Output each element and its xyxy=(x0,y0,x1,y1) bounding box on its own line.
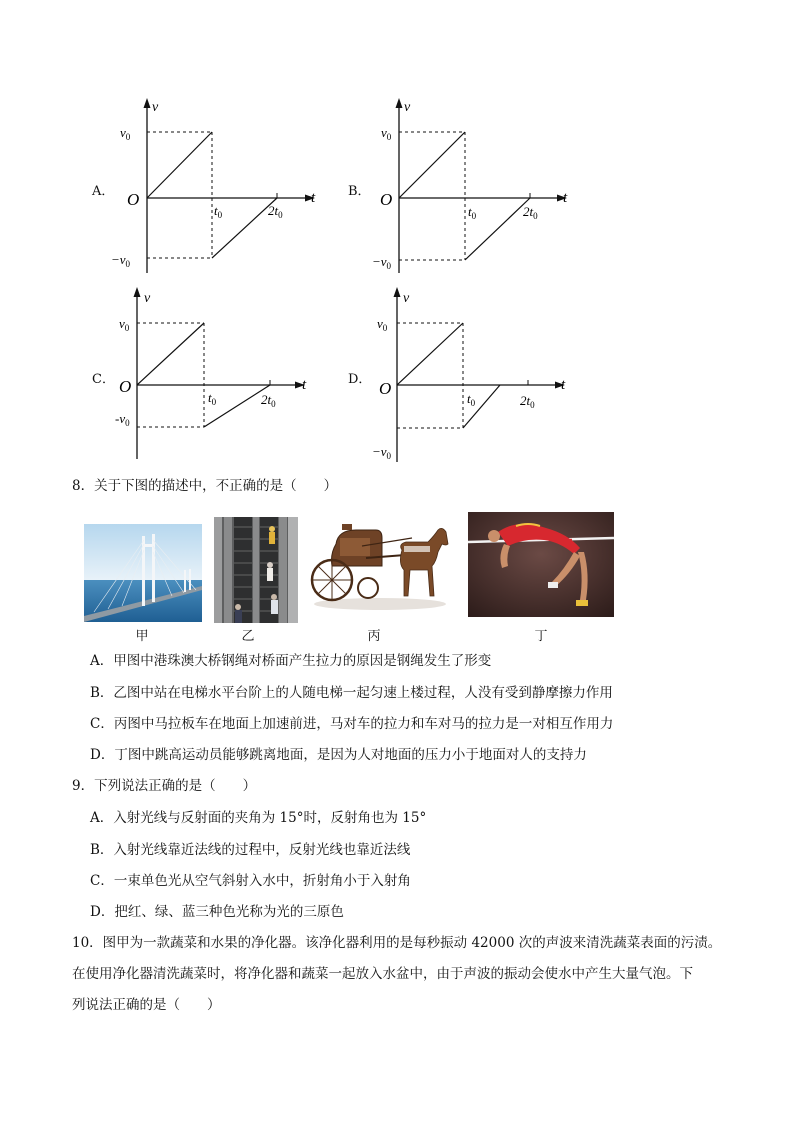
origin-label: O xyxy=(127,190,140,209)
q9-option-b: B．入射光线靠近法线的过程中，反射光线也靠近法线 xyxy=(90,842,411,858)
horse-cart-photo xyxy=(306,516,454,614)
q9-option-d: D．把红、绿、蓝三种色光称为光的三原色 xyxy=(90,904,344,920)
q9-stem: 9．下列说法正确的是（ ） xyxy=(72,778,257,794)
q8-option-c: C．丙图中马拉板车在地面上加速前进，马对车的拉力和车对马的拉力是一对相互作用力 xyxy=(90,716,614,732)
vt-graph-b xyxy=(352,95,592,275)
t-axis-label: t xyxy=(561,377,566,393)
caption-yi: 乙 xyxy=(241,629,255,644)
v-axis-label: v xyxy=(404,100,411,115)
v0-label: $v_0$ xyxy=(119,316,130,333)
option-b-label: B． xyxy=(348,184,371,199)
escalator-photo xyxy=(214,517,298,623)
q8-option-d: D．丁图中跳高运动员能够跳离地面，是因为人对地面的压力小于地面对人的支持力 xyxy=(90,747,587,763)
q9-option-a: A．入射光线与反射面的夹角为 15°时，反射角也为 15° xyxy=(90,810,427,826)
vt-graph-a xyxy=(100,95,340,275)
t0-label: $t_0$ xyxy=(468,204,477,221)
neg-v0-label: $-v_0$ xyxy=(115,411,130,428)
v0-label: $v_0$ xyxy=(377,316,388,333)
t-axis-label: t xyxy=(563,190,568,206)
caption-ding: 丁 xyxy=(534,629,548,644)
origin-label: O xyxy=(380,190,393,209)
caption-bing: 丙 xyxy=(367,629,381,644)
q10-line-2: 在使用净化器清洗蔬菜时，将净化器和蔬菜一起放入水盆中，由于声波的振动会使水中产生大量气泡。下 xyxy=(72,966,693,982)
t0-label: $t_0$ xyxy=(208,390,217,407)
option-c-label: C． xyxy=(92,372,115,387)
neg-v0-label: $-v_0$ xyxy=(372,444,392,461)
2t0-label: $2t_0$ xyxy=(520,393,535,410)
q8-option-b: B．乙图中站在电梯水平台阶上的人随电梯一起匀速上楼过程，人没有受到静摩擦力作用 xyxy=(90,685,613,701)
option-a-label: A． xyxy=(92,184,115,199)
v-axis-label: v xyxy=(144,291,151,306)
neg-v0-label: $-v_0$ xyxy=(111,252,131,269)
q8-stem: 8．关于下图的描述中，不正确的是（ ） xyxy=(72,478,338,494)
t0-label: $t_0$ xyxy=(214,203,223,220)
2t0-label: $2t_0$ xyxy=(268,203,283,220)
vt-graph-d xyxy=(350,284,590,464)
t-axis-label: t xyxy=(302,377,307,393)
bridge-photo xyxy=(84,524,202,622)
t0-label: $t_0$ xyxy=(467,391,476,408)
vt-graph-c xyxy=(90,284,330,464)
v-axis-label: v xyxy=(152,100,159,115)
v0-label: $v_0$ xyxy=(381,125,392,142)
option-d-label: D． xyxy=(348,372,372,387)
q8-option-a: A．甲图中港珠澳大桥钢绳对桥面产生拉力的原因是钢绳发生了形变 xyxy=(90,653,492,669)
2t0-label: $2t_0$ xyxy=(261,392,276,409)
neg-v0-label: $-v_0$ xyxy=(372,254,392,271)
v-axis-label: v xyxy=(403,291,410,306)
t-axis-label: t xyxy=(311,190,316,206)
q10-line-3: 列说法正确的是（ ） xyxy=(72,997,221,1013)
q10-line-1: 10．图甲为一款蔬菜和水果的净化器。该净化器利用的是每秒振动 42000 次的声波来清洗蔬菜表面的污渍。 xyxy=(72,935,722,951)
high-jump-photo xyxy=(468,512,614,617)
origin-label: O xyxy=(119,377,132,396)
caption-jia: 甲 xyxy=(135,629,149,644)
2t0-label: $2t_0$ xyxy=(523,204,538,221)
origin-label: O xyxy=(379,379,392,398)
q9-option-c: C．一束单色光从空气斜射入水中，折射角小于入射角 xyxy=(90,873,411,889)
v0-label: $v_0$ xyxy=(120,125,131,142)
